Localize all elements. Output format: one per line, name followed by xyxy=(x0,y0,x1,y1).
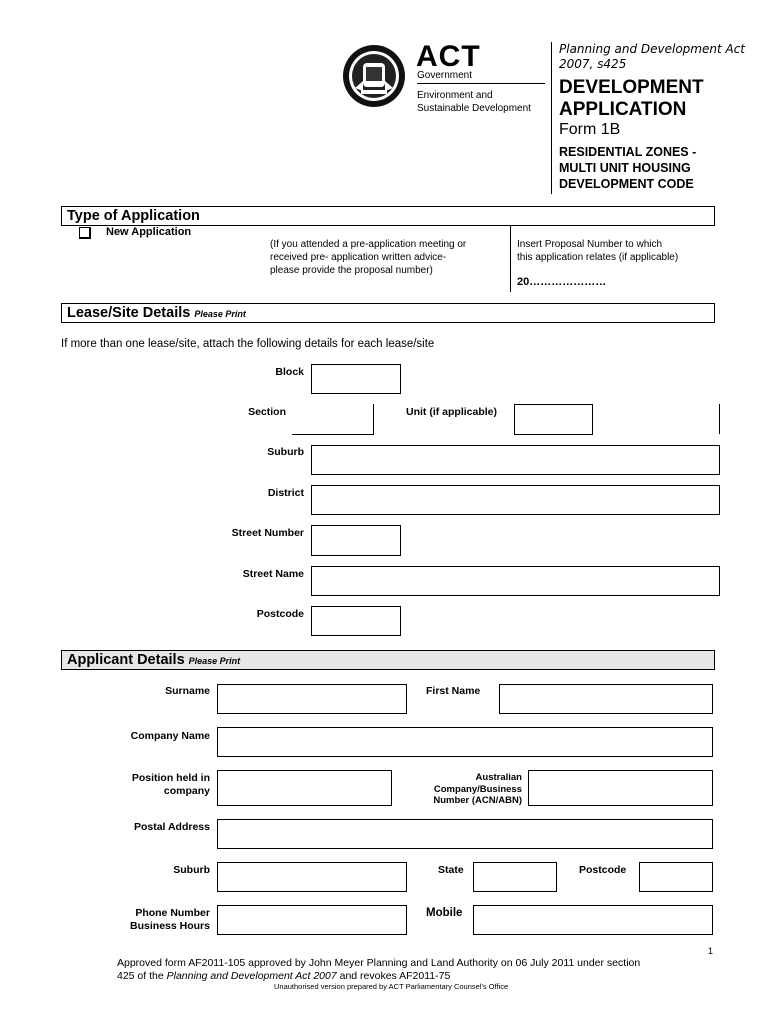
unit-label: Unit (if applicable) xyxy=(406,406,498,418)
state-input[interactable] xyxy=(473,862,557,892)
suburb-label: Suburb xyxy=(267,446,304,458)
act-reference-line2: 2007, s425 xyxy=(559,57,627,71)
district-input[interactable] xyxy=(311,485,720,515)
proposal-note xyxy=(517,238,678,264)
proposal-divider xyxy=(510,226,511,292)
mobile-label: Mobile xyxy=(426,907,463,919)
approval-act-name: Planning and Development Act 2007 xyxy=(166,970,337,982)
street-name-input[interactable] xyxy=(311,566,720,596)
abn-label-line3: Number (ACN/ABN) xyxy=(433,795,522,806)
position-label xyxy=(132,772,210,798)
applicant-suburb-label: Suburb xyxy=(173,864,210,876)
pre-application-note-line2: received pre- application written advice- xyxy=(270,252,447,263)
applicant-suburb-input[interactable] xyxy=(217,862,407,892)
section-input[interactable] xyxy=(292,404,374,435)
position-label-line1: Position held in xyxy=(131,772,210,784)
pre-application-note xyxy=(270,238,466,277)
first-name-label: First Name xyxy=(426,685,481,697)
first-name-input[interactable] xyxy=(499,684,713,714)
logo-government-text: Government xyxy=(417,70,473,81)
pre-application-note-line1: (If you attended a pre-application meeting or xyxy=(270,239,467,250)
street-name-label: Street Name xyxy=(242,568,304,580)
street-number-label: Street Number xyxy=(231,527,304,539)
abn-label-line2: Company/Business xyxy=(433,783,522,795)
abn-input[interactable] xyxy=(528,770,713,806)
district-label: District xyxy=(267,487,304,499)
postcode-input[interactable] xyxy=(311,606,401,636)
coat-of-arms-icon xyxy=(341,43,407,109)
postal-address-input[interactable] xyxy=(217,819,713,849)
header-vertical-rule xyxy=(551,42,552,194)
new-application-checkbox[interactable] xyxy=(79,227,91,239)
unit-row-edge xyxy=(719,404,720,434)
unit-input[interactable] xyxy=(514,404,593,435)
logo-dept-line2: Sustainable Development xyxy=(417,103,531,114)
form-title xyxy=(559,77,704,121)
surname-label: Surname xyxy=(165,685,210,697)
lease-site-heading-text: Lease/Site Details xyxy=(67,305,191,321)
proposal-note-line1: Insert Proposal Number to which xyxy=(517,239,663,250)
form-subtitle-line3: DEVELOPMENT CODE xyxy=(559,177,694,191)
form-subtitle xyxy=(559,144,696,192)
surname-input[interactable] xyxy=(217,684,407,714)
phone-label xyxy=(130,907,210,933)
form-title-line2: APPLICATION xyxy=(559,99,687,120)
applicant-postcode-label: Postcode xyxy=(579,864,627,876)
proposal-note-line2: this application relates (if applicable) xyxy=(517,252,679,263)
company-name-label: Company Name xyxy=(130,730,210,742)
mobile-input[interactable] xyxy=(473,905,713,935)
phone-label-line1: Phone Number xyxy=(135,907,210,919)
lease-site-please-print: Please Print xyxy=(194,309,246,319)
phone-input[interactable] xyxy=(217,905,407,935)
pre-application-note-line3: please provide the proposal number) xyxy=(270,265,433,276)
unauthorised-notice: Unauthorised version prepared by ACT Parliamentary Counsel's Office xyxy=(274,982,509,991)
street-number-input[interactable] xyxy=(311,525,401,556)
applicant-details-heading xyxy=(61,650,715,670)
logo-dept-line1: Environment and xyxy=(417,90,493,101)
suburb-input[interactable] xyxy=(311,445,720,475)
position-label-line2: company xyxy=(163,785,210,797)
type-of-application-heading xyxy=(61,206,715,226)
state-label: State xyxy=(438,864,464,876)
applicant-please-print: Please Print xyxy=(188,656,241,666)
position-input[interactable] xyxy=(217,770,392,806)
abn-label xyxy=(433,772,522,807)
postal-address-label: Postal Address xyxy=(133,821,210,833)
phone-label-line2: Business Hours xyxy=(130,920,210,932)
form-subtitle-line2: MULTI UNIT HOUSING xyxy=(559,161,691,175)
approval-line1: Approved form AF2011-105 approved by John Meyer Planning and Land Authority on 06 July 2011 under section xyxy=(117,957,641,969)
lease-site-heading xyxy=(61,303,715,323)
proposal-number-field[interactable]: 20………………… xyxy=(517,276,607,288)
approval-line2-start: 425 of the xyxy=(117,970,167,982)
approval-line2-end: and revokes AF2011-75 xyxy=(336,970,451,982)
logo-divider xyxy=(417,83,545,84)
approval-statement xyxy=(117,957,640,983)
logo-act-text: ACT xyxy=(416,40,481,73)
section-label: Section xyxy=(248,406,286,418)
form-number: Form 1B xyxy=(559,121,621,138)
act-reference-line1: Planning and Development Act xyxy=(559,42,746,56)
act-reference xyxy=(559,42,745,72)
type-of-application-heading-text: Type of Application xyxy=(67,208,200,224)
block-label: Block xyxy=(275,366,304,378)
company-name-input[interactable] xyxy=(217,727,713,757)
form-title-line1: DEVELOPMENT xyxy=(559,77,704,98)
postcode-label: Postcode xyxy=(256,608,304,620)
lease-site-instruction: If more than one lease/site, attach the following details for each lease/site xyxy=(61,338,435,350)
abn-label-line1: Australian xyxy=(475,772,522,783)
applicant-postcode-input[interactable] xyxy=(639,862,713,892)
act-government-logo xyxy=(340,42,550,112)
page-number: 1 xyxy=(708,946,714,956)
block-input[interactable] xyxy=(311,364,401,394)
new-application-label: New Application xyxy=(106,226,192,238)
applicant-details-heading-text: Applicant Details xyxy=(67,652,185,668)
form-subtitle-line1: RESIDENTIAL ZONES - xyxy=(559,145,697,159)
